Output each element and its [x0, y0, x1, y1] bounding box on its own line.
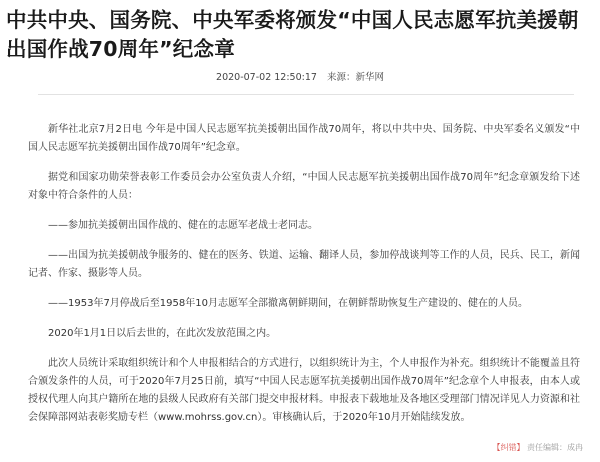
paragraph-deceased: 2020年1月1日以后去世的，在此次发放范围之内。 — [48, 328, 277, 339]
article-source: 来源：新华网 — [326, 72, 384, 83]
paragraph-criteria: 据党和国家功勋荣誉表彰工作委员会办公室负责人介绍，“中国人民志愿军抗美援朝出国作战70周年”纪念章颁发给下述对象中符合条件的人员： — [28, 172, 580, 201]
header-divider — [38, 94, 574, 95]
paragraph-veterans: ——参加抗美援朝出国作战的、健在的志愿军老战士老同志。 — [48, 220, 318, 231]
paragraph-postwar: ——1953年7月停战后至1958年10月志愿军全部撤离朝鲜期间，在朝鲜帮助恢复生产建设的、健在的人员。 — [48, 298, 528, 309]
article-body — [28, 121, 580, 427]
paragraph-lead: 新华社北京7月2日电 今年是中国人民志愿军抗美援朝出国作战70周年，将以中共中央、国务院、中央军委名义颁发“中国人民志愿军抗美援朝出国作战70周年”纪念章。 — [28, 124, 580, 153]
article-title: 中共中央、国务院、中央军委将颁发“中国人民志愿军抗美援朝出国作战70周年”纪念章 — [6, 8, 579, 61]
paragraph-support-staff: ——出国为抗美援朝战争服务的、健在的医务、铁道、运输、翻译人员，参加停战谈判等工作的人员，民兵、民工，新闻记者、作家、摄影等人员。 — [28, 250, 580, 279]
paragraph-statistics: 此次人员统计采取组织统计和个人申报相结合的方式进行，以组织统计为主，个人申报作为补充。组织统计不能覆盖且符合颁发条件的人员，可于2020年7月25日前，填写“中国人民志愿军抗美援朝出国作战70周年”纪念章个人申报表，由本人或授权代理人向其户籍所在地的县级人民政府有关部门提交申报材料。申报表下载地址及各地区受理部门情况详见人力资源和社会保障部网站表彰奖励专栏（www.mohrss.gov.cn）。审核确认后，于2020年10月开始陆续发放。 — [28, 358, 580, 423]
article-meta — [0, 69, 600, 83]
article-footer — [492, 442, 583, 453]
publish-date: 2020-07-02 12:50:17 — [216, 72, 317, 83]
correction-link[interactable]: 【纠错】 — [492, 443, 525, 452]
editor-credit: 责任编辑：成冉 — [527, 443, 583, 452]
